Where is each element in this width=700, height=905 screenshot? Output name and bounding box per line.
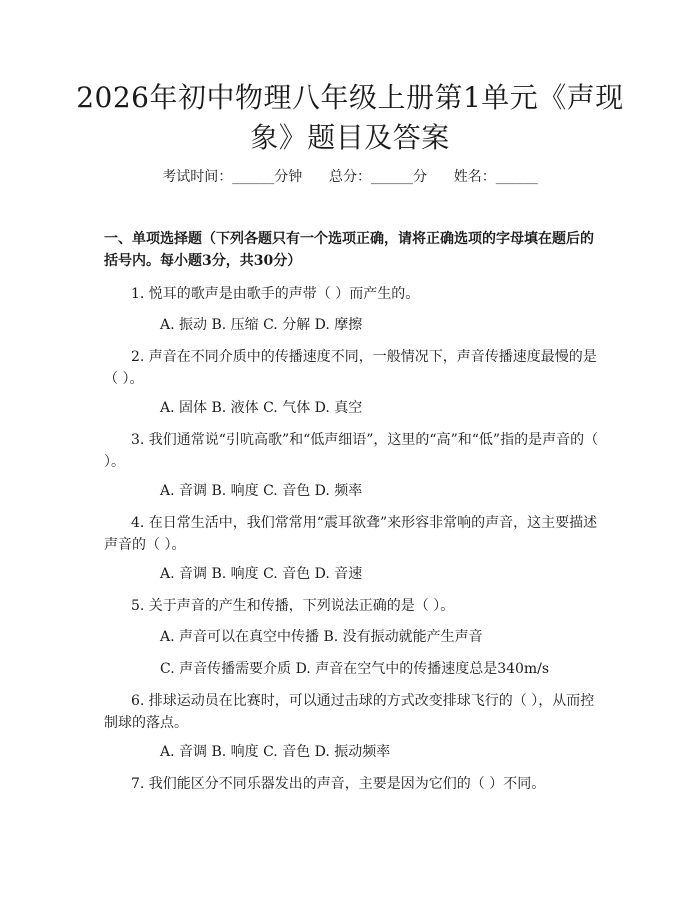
question-4: 4. 在日常生活中，我们常常用“震耳欲聋”来形容非常响的声音，这主要描述声音的（ ）。 <box>104 515 598 553</box>
question-3: 3. 我们通常说“引吭高歌”和“低声细语”，这里的“高”和“低”指的是声音的（ ）。 <box>104 432 599 470</box>
question-6: 6. 排球运动员在比赛时，可以通过击球的方式改变排球飞行的（ ），从而控制球的落点。 <box>104 693 595 731</box>
question-1-options: A. 振动 B. 压缩 C. 分解 D. 摩擦 <box>160 317 363 333</box>
question-3-options: A. 音调 B. 响度 C. 音色 D. 频率 <box>160 483 363 499</box>
question-7: 7. 我们能区分不同乐器发出的声音，主要是因为它们的（ ）不同。 <box>131 776 546 792</box>
exam-info-line: 考试时间：______分钟 总分：______分 姓名：______ <box>162 169 538 185</box>
question-5-options-row-2: C. 声音传播需要介质 D. 声音在空气中的传播速度总是340m/s <box>160 661 550 677</box>
section-heading: 一、单项选择题（下列各题只有一个选项正确，请将正确选项的字母填在题后的括号内。每小题3分，共30分） <box>104 231 594 269</box>
question-1: 1. 悦耳的歌声是由歌手的声带（ ）而产生的。 <box>131 286 420 302</box>
question-5: 5. 关于声音的产生和传播，下列说法正确的是（ ）。 <box>131 598 455 614</box>
question-2: 2. 声音在不同介质中的传播速度不同，一般情况下，声音传播速度最慢的是（ ）。 <box>104 349 597 387</box>
question-5-options-row-1: A. 声音可以在真空中传播 B. 没有振动就能产生声音 <box>160 629 483 645</box>
question-2-options: A. 固体 B. 液体 C. 气体 D. 真空 <box>160 400 363 416</box>
question-4-options: A. 音调 B. 响度 C. 音色 D. 音速 <box>160 566 363 582</box>
page-title: 2026年初中物理八年级上册第1单元《声现象》题目及答案 <box>76 81 624 154</box>
question-6-options: A. 音调 B. 响度 C. 音色 D. 振动频率 <box>160 744 391 760</box>
